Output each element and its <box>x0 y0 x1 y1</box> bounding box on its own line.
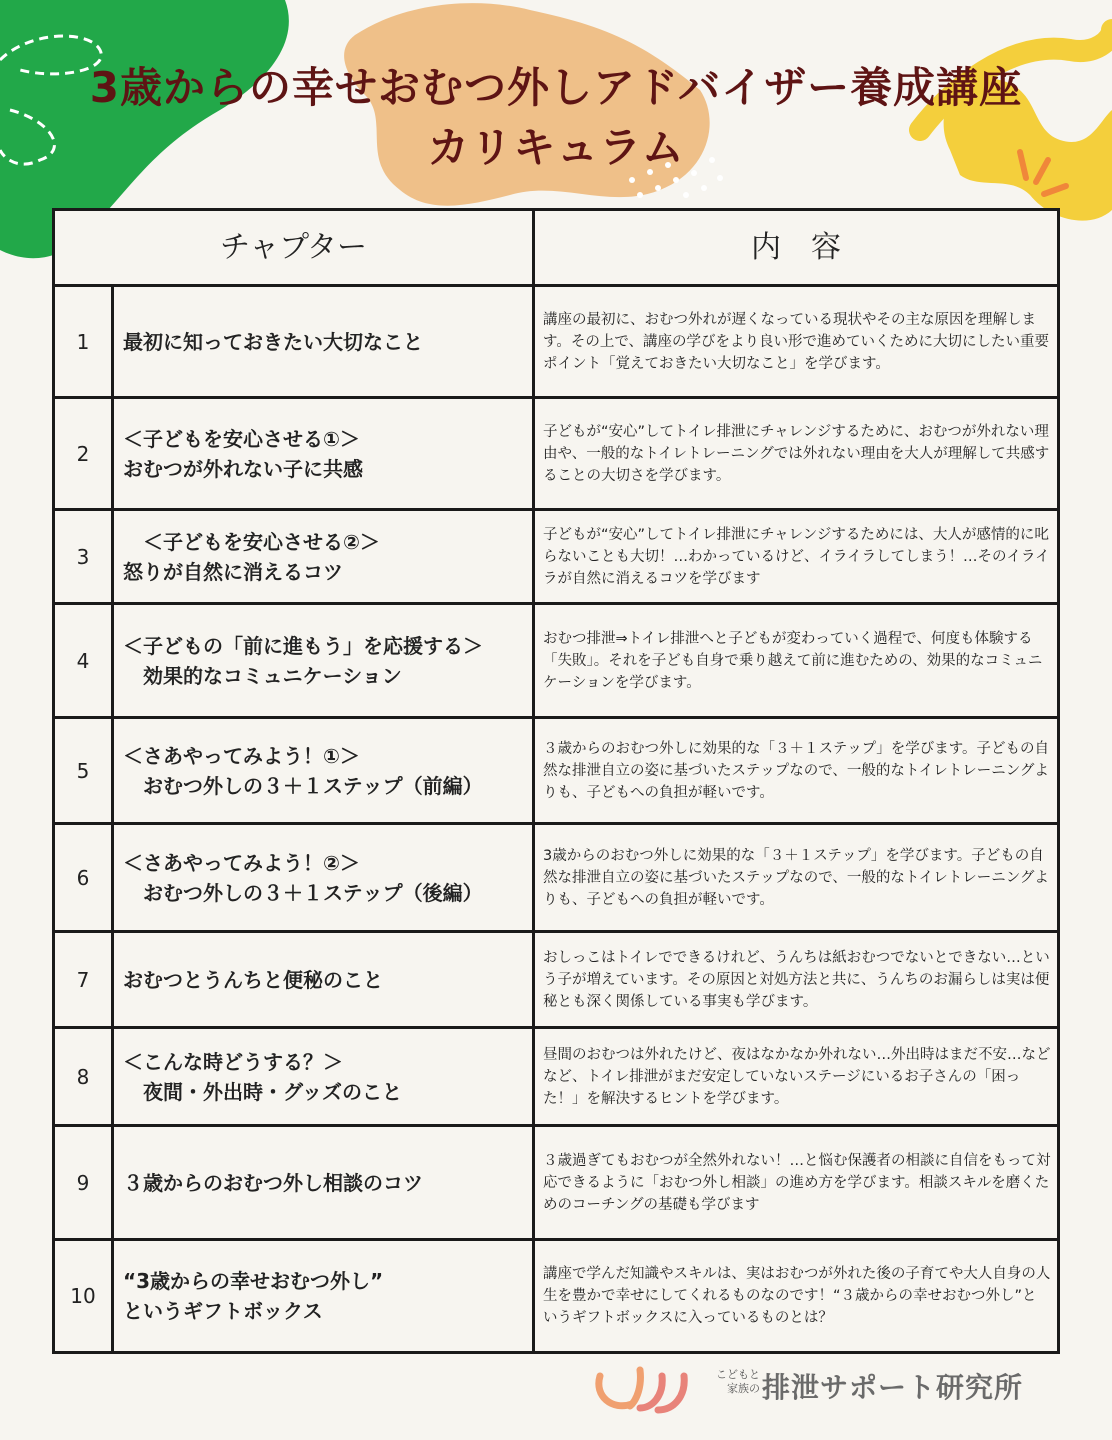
row-content: おしっこはトイレでできるけれど、うんちは紙おむつでないとできない…という子が増えています。その原因と対処方法と共に、うんちのお漏らしは実は便秘とも深く関係している事実も学びます。 <box>543 949 1050 1010</box>
row-number: 7 <box>76 967 90 992</box>
table-row <box>55 399 1057 511</box>
row-number: 2 <box>76 441 90 466</box>
logo-subtitle <box>704 1368 760 1396</box>
row-number: 3 <box>76 544 90 569</box>
row-number: 5 <box>76 758 90 783</box>
row-content: 子どもが“安心”してトイレ排泄にチャレンジするために、おむつが外れない理由や、一般的なトイレトレーニングでは外れない理由を大人が理解して共感することの大切さを学びます。 <box>543 423 1050 484</box>
row-chapter: ＜さあやってみよう！②＞ おむつ外しの３＋１ステップ（後編） <box>123 850 483 905</box>
header-content: 内 容 <box>751 230 841 265</box>
row-content: ３歳からのおむつ外しに効果的な「３＋１ステップ」を学びます。子どもの自然な排泄自立の姿に基づいたステップなので、一般的なトイレトレーニングよりも、子どもへの負担が軽いです。 <box>543 740 1050 801</box>
logo-subtitle-line-1: こどもと <box>716 1368 760 1381</box>
table-row <box>55 511 1057 605</box>
divider-num <box>111 287 114 1354</box>
row-number: 1 <box>76 329 90 354</box>
table-row <box>55 825 1057 933</box>
organization-logo <box>592 1356 1062 1416</box>
table-row <box>55 1127 1057 1241</box>
row-chapter: ３歳からのおむつ外し相談のコツ <box>123 1170 423 1195</box>
row-content: 子どもが“安心”してトイレ排泄にチャレンジするためには、大人が感情的に叱らないことも大切！…わかっているけど、イライラしてしまう！…そのイライラが自然に消えるコツを学びます <box>543 526 1050 587</box>
table-row <box>55 287 1057 399</box>
divider-content <box>532 211 535 1354</box>
logo-name: 排泄サポート研究所 <box>762 1371 1024 1404</box>
logo-subtitle-line-2: 家族の <box>727 1382 760 1395</box>
row-content: 講座で学んだ知識やスキルは、実はおむつが外れた後の子育てや大人自身の人生を豊かで幸せにしてくれるものなのです！“３歳からの幸せおむつ外し”というギフトボックスに入っているものとは？ <box>543 1265 1051 1326</box>
row-chapter: ＜こんな時どうする？＞ 夜間・外出時・グッズのこと <box>123 1049 402 1104</box>
row-chapter: ＜子どもの「前に進もう」を応援する＞ 効果的なコミュニケーション <box>123 633 483 688</box>
row-chapter: ＜子どもを安心させる①＞ おむつが外れない子に共感 <box>123 426 363 481</box>
table-row <box>55 1241 1057 1350</box>
table-row <box>55 605 1057 719</box>
row-number: 8 <box>76 1064 90 1089</box>
row-content: 昼間のおむつは外れたけど、夜はなかなか外れない…外出時はまだ不安…などなど、トイレ排泄がまだ安定していないステージにいるお子さんの「困った！」を解決するヒントを学びます。 <box>543 1046 1051 1107</box>
title-line-1: 3歳からの幸せおむつ外しアドバイザー養成講座 <box>89 63 1023 112</box>
row-number: 4 <box>76 648 90 673</box>
row-number: 9 <box>76 1170 90 1195</box>
logo-mark-icon <box>592 1356 702 1416</box>
title-line-2: カリキュラム <box>427 123 685 172</box>
row-chapter: おむつとうんちと便秘のこと <box>123 967 383 992</box>
page-title <box>0 58 1112 178</box>
table-header <box>55 211 1057 287</box>
row-content: ３歳過ぎてもおむつが全然外れない！…と悩む保護者の相談に自信をもって対応できるように「おむつ外し相談」の進め方を学びます。相談スキルを磨くためのコーチングの基礎も学びます <box>543 1152 1051 1213</box>
row-content: おむつ排泄⇒トイレ排泄へと子どもが変わっていく過程で、何度も体験する「失敗」。それを子ども自身で乗り越えて前に進むための、効果的なコミュニケーションを学びます。 <box>543 630 1043 691</box>
row-chapter: “3歳からの幸せおむつ外し” というギフトボックス <box>123 1268 384 1323</box>
row-number: 10 <box>70 1283 96 1308</box>
row-chapter: 最初に知っておきたい大切なこと <box>123 329 423 354</box>
row-content: 3歳からのおむつ外しに効果的な「３＋１ステップ」を学びます。子どもの自然な排泄自立の姿に基づいたステップなので、一般的なトイレトレーニングよりも、子どもへの負担が軽いです。 <box>543 847 1049 908</box>
row-chapter: ＜子どもを安心させる②＞ 怒りが自然に消えるコツ <box>123 529 380 584</box>
table-row <box>55 1029 1057 1127</box>
row-content: 講座の最初に、おむつ外れが遅くなっている現状やその主な原因を理解します。その上で、講座の学びをより良い形で進めていくために大切にしたい重要ポイント「覚えておきたい大切なこと」を学びます。 <box>543 311 1050 372</box>
table-row <box>55 719 1057 825</box>
header-chapter: チャプター <box>220 230 367 265</box>
curriculum-table <box>52 208 1060 1354</box>
row-number: 6 <box>76 865 90 890</box>
row-chapter: ＜さあやってみよう！①＞ おむつ外しの３＋１ステップ（前編） <box>123 743 483 798</box>
table-row <box>55 933 1057 1029</box>
